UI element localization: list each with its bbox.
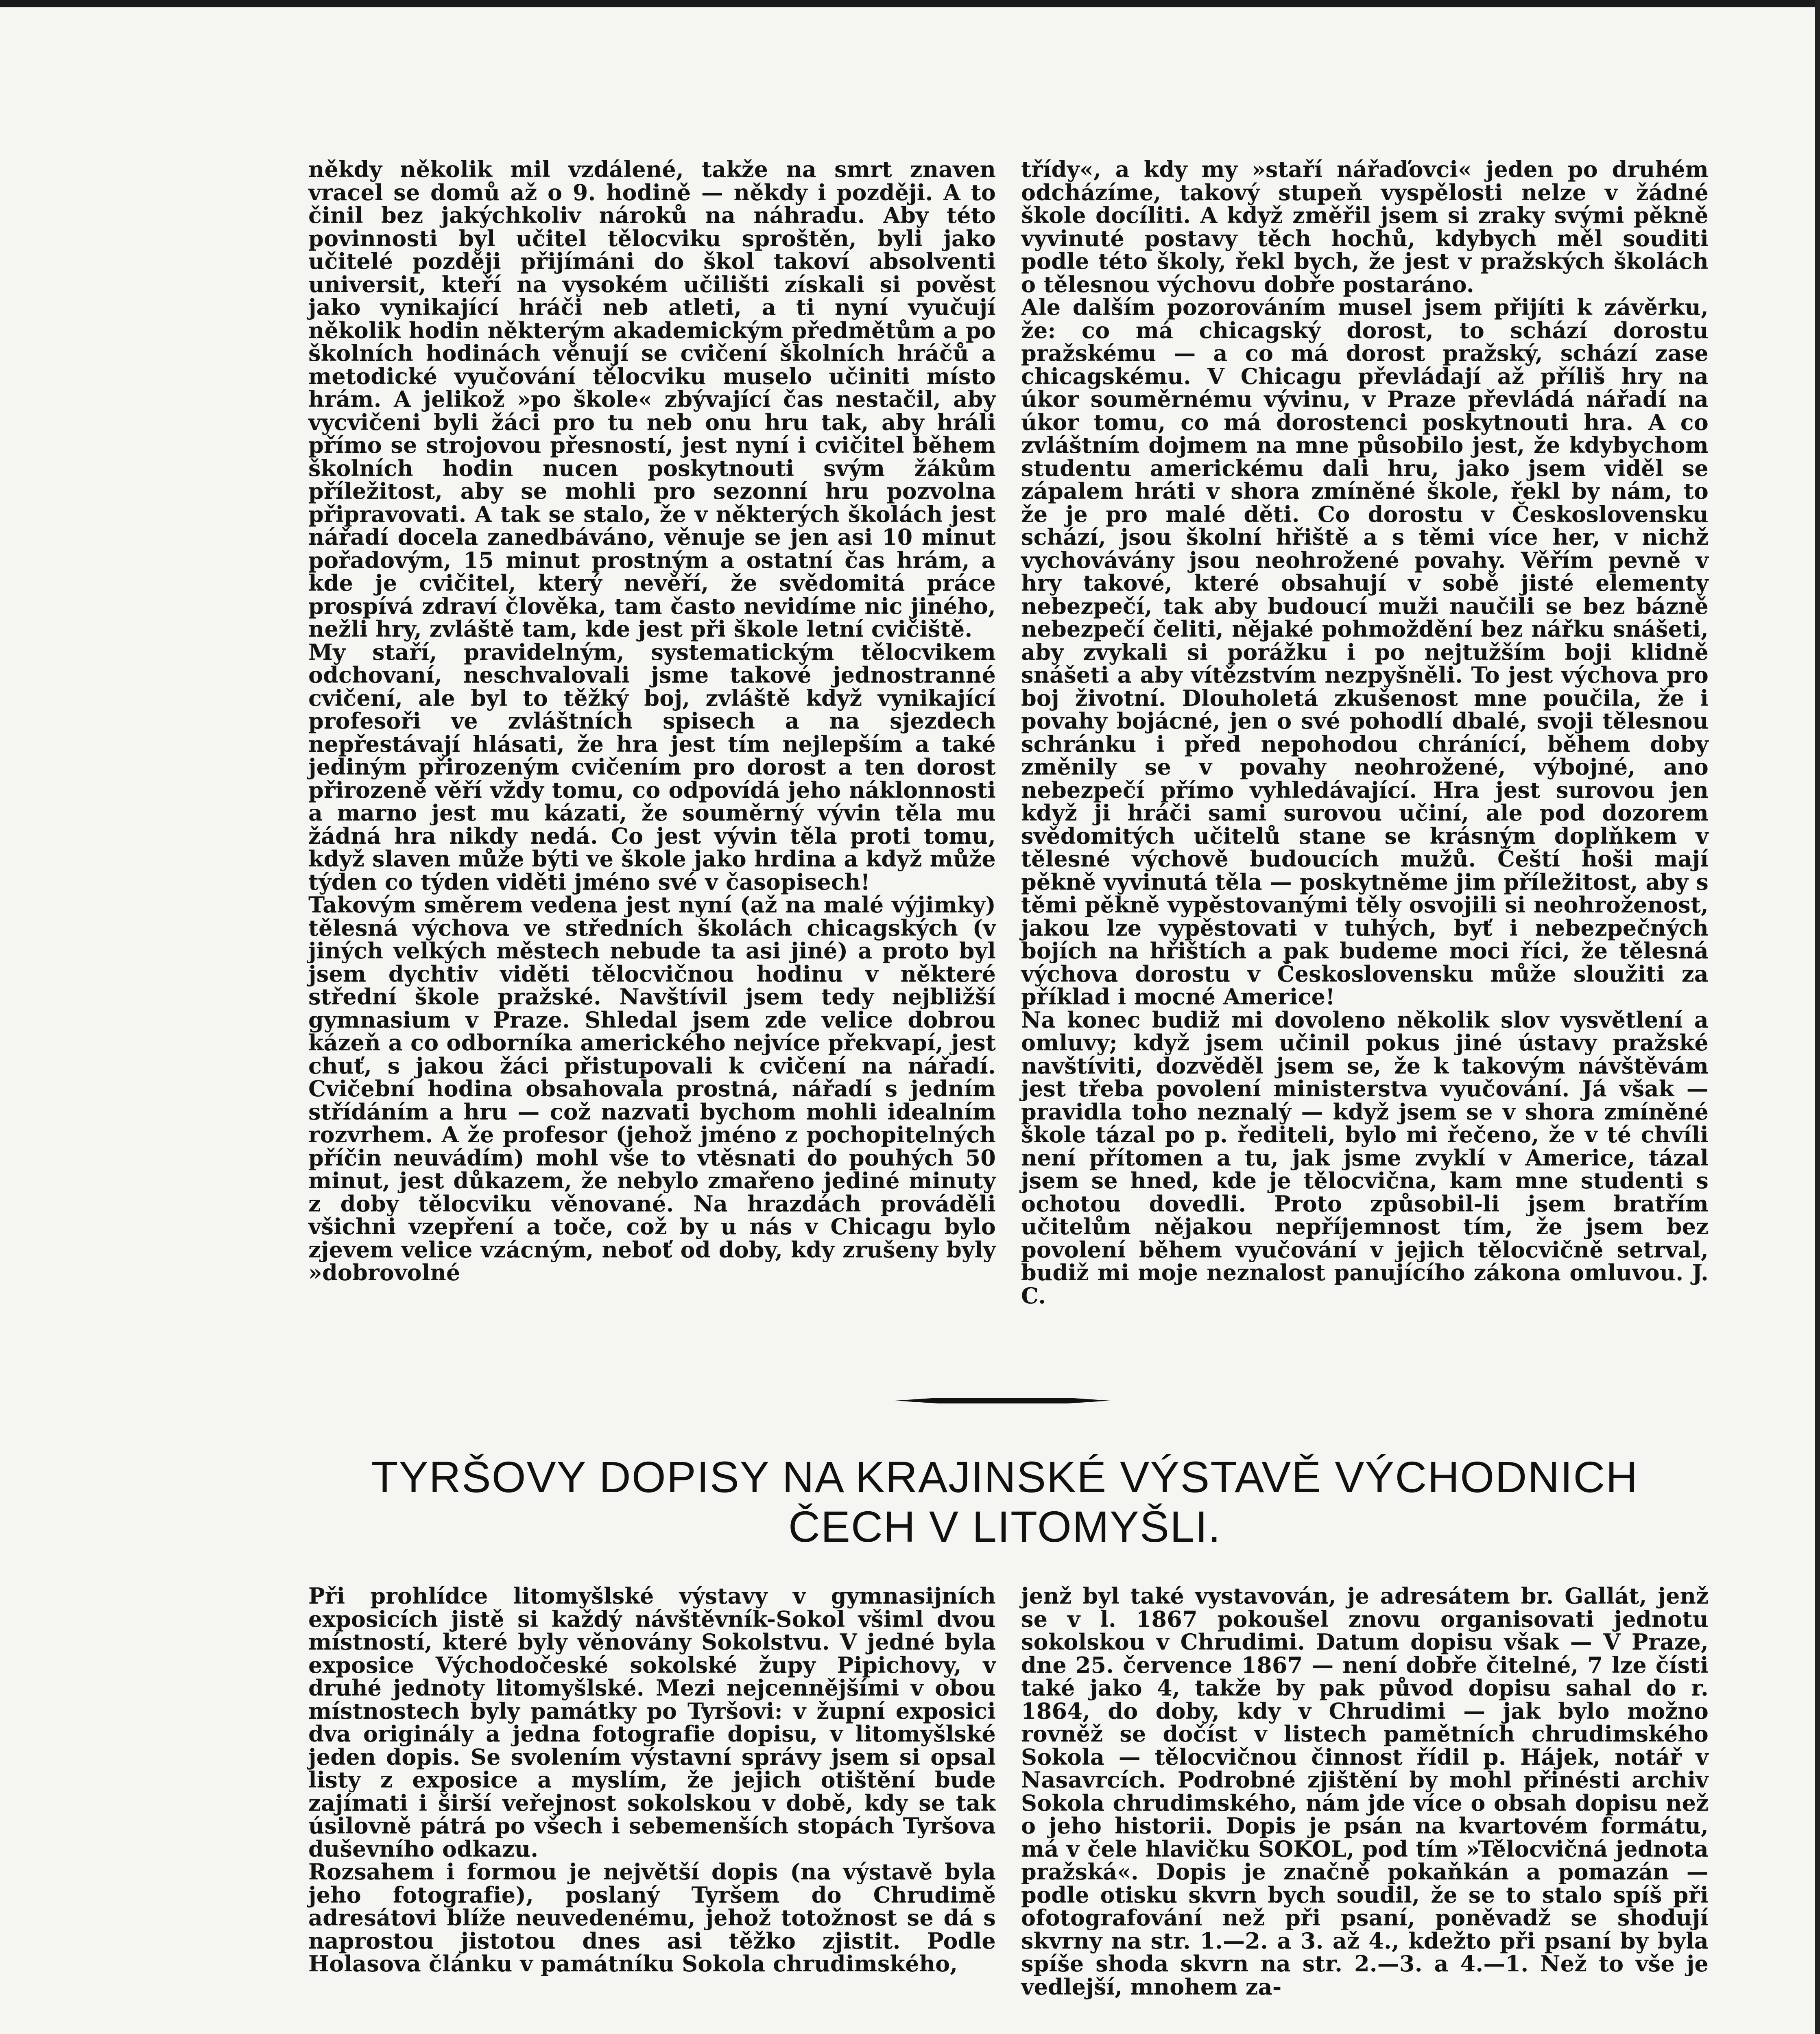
section-divider: [895, 1398, 1111, 1403]
scan-border-right: [1815, 0, 1820, 2034]
scan-border-top: [0, 0, 1820, 7]
text-column-right-top: [1021, 158, 1709, 1362]
text-column-right-bottom: [1021, 1584, 1709, 2034]
paragraph-block: někdy několik mil vzdálené, takže na smrt znaven vracel se domů až o 9. hodině — někdy i později. A to činil bez jakýchkoliv nároků na náhradu. Aby této povinnosti byl učitel tělocviku sproštěn, byli jako učitelé později přijímáni do škol takoví absolventi universit, kteří na vysokém učilišti získali si pověst jako vynikající hráči neb atleti, a ti nyní vyučují několik hodin některým akademickým předmětům a po školních hodinách věnují se cvičení školních hráčů a metodické vyučování tělocviku muselo učiniti místo hrám. A jelikož »po škole« zbývající čas nestačil, aby vycvičeni byli žáci pro tu neb onu hru tak, aby hráli přímo se strojovou přesností, jest nyní i cvičitel během školních hodin nucen poskytnouti svým žákům příležitost, aby se mohli pro sezonní hru pozvolna připravovati. A tak se stalo, že v některých školách jest nářadí docela zanedbáváno, věnuje se jen asi 10 minut pořadovým, 15 minut prostným a ostatní čas hrám, a kde je cvičitel, který nevěří, že svědomitá práce prospívá zdraví člověka, tam často nevidíme nic jiného, nežli hry, zvláště tam, kde jest při škole letní cvičiště. My staří, pravidelným, systematickým tělocvikem odchovaní, neschvalovali jsme takové jednostranné cvičení, ale byl to těžký boj, zvláště když vynikající profesoři ve zvláštních spisech a na sjezdech nepřestávají hlásati, že hra jest tím nejlepším a také jediným přirozeným cvičením pro dorost a ten dorost přirozeně věří vždy tomu, co odpovídá jeho náklonnosti a marno jest mu kázati, že souměrný vývin těla mu žádná hra nikdy nedá. Co jest vývin těla proti tomu, když slaven může býti ve škole jako hrdina a když může týden co týden viděti jméno své v časopisech! Takovým směrem vedena jest nyní (až na malé výjimky) tělesná výchova ve středních školách chicagských (v jiných velkých městech nebude ta asi jiné) a proto byl jsem dychtiv viděti tělocvičnou hodinu v některé střední škole pražské. Navštívil jsem tedy nejbližší gymnasium v Praze. Shledal jsem zde velice dobrou kázeň a co odborníka amerického nejvíce překvapí, jest chuť, s jakou žáci přistupovali k cvičení na nářadí. Cvičební hodina obsahovala prostná, nářadí s jedním střídáním a hru — což nazvati bychom mohli idealním rozvrhem. A že profesor (jehož jméno z pochopitelných příčin neuvádím) mohl vše to vtěsnati do pouhých 50 minut, jest důkazem, že nebylo zmařeno jediné minuty z doby tělocviku věnované. Na hrazdách prováděli všichni vzepření a toče, což by u nás v Chicagu bylo zjevem velice vzácným, neboť od doby, kdy zrušeny byly »dobrovolné: [308, 156, 996, 1285]
paragraph-block: třídy«, a kdy my »staří nářaďovci« jeden po druhém odcházíme, takový stupeň vyspělosti nelze v žádné škole docíliti. A když změřil jsem si zraky svými pěkně vyvinuté postavy těch hochů, kdybych měl souditi podle této školy, řekl bych, že jest v pražských školách o tělesnou výchovu dobře postaráno. Ale dalším pozorováním musel jsem přijíti k závěrku, že: co má chicagský dorost, to schází dorostu pražskému — a co má dorost pražský, schází zase chicagskému. V Chicagu převládají až příliš hry na úkor souměrnému vývinu, v Praze převládá nářadí na úkor tomu, co má dorostenci poskytnouti hra. A co zvláštním dojmem na mne působilo jest, že kdybychom studentu americkému dali hru, jako jsem viděl se zápalem hráti v shora zmíněné škole, řekl by nám, to že je pro malé děti. Co dorostu v Československu schází, jsou školní hřiště a s těmi více her, v nichž vychovávány jsou neohrožené povahy. Věřím pevně v hry takové, které obsahují v sobě jisté elementy nebezpečí, tak aby budoucí muži naučili se bez bázně nebezpečí čeliti, nějaké pohmoždění bez nářku snášeti, aby zvykali si porážku i po nejtužším boji klidně snášeti a aby vítězstvím nezpyšněli. To jest výchova pro boj životní. Dlouholetá zkušenost mne poučila, že i povahy bojácné, jen o své pohodlí dbalé, svoji tělesnou schránku i před nepohodou chránící, během doby změnily se v povahy neohrožené, výbojné, ano nebezpečí přímo vyhledávající. Hra jest surovou jen když ji hráči sami surovou učiní, ale pod dozorem svědomitých učitelů stane se krásným doplňkem v tělesné výchově budoucích mužů. Čeští hoši mají pěkně vyvinutá těla — poskytněme jim příležitost, aby s těmi pěkně vypěstovanými těly osvojili si neohroženost, jakou lze vypěstovati v tuhých, byť i nebezpečných bojích na hřištích a pak budeme moci říci, že tělesná výchova dorostu v Československu může sloužiti za příklad i mocné Americe! Na konec budiž mi dovoleno několik slov vysvětlení a omluvy; když jsem učinil pokus jiné ústavy pražské navštíviti, dozvěděl jsem se, že k takovým návštěvám jest třeba povolení ministerstva vyučování. Já však — pravidla toho neznalý — když jsem se v shora zmíněné škole tázal po p. řediteli, bylo mi řečeno, že v té chvíli není přítomen a tu, jak jsme zvyklí v Americe, tázal jsem se hned, kde je tělocvična, kam mne studenti s ochotou dovedli. Proto způsobil-li jsem bratřím učitelům nějakou nepříjemnost tím, že jsem bez povolení během vyučování v jejich tělocvičně setrval, budiž mi moje neznalost panujícího zákona omluvou. J. C.: [1021, 156, 1709, 1309]
article-title: [334, 1452, 1676, 1552]
text-column-left-bottom: [308, 1584, 996, 2034]
paragraph-block: jenž byl také vystavován, je adresátem br. Gallát, jenž se v l. 1867 pokoušel znovu organisovati jednotu sokolskou v Chrudimi. Datum dopisu však — V Praze, dne 25. července 1867 — není dobře čitelné, 7 lze čísti také jako 4, takže by pak původ dopisu sahal do r. 1864, do doby, kdy v Chrudimi — jak bylo možno rovněž se dočíst v listech pamětních chrudimského Sokola — tělocvičnou činnost řídil p. Hájek, notář v Nasavrcích. Podrobné zjištění by mohl přinésti archiv Sokola chrudimského, nám jde více o obsah dopisu než o jeho historii. Dopis je psán na kvartovém formátu, má v čele hlavičku SOKOL, pod tím »Tělocvičná jednota pražská«. Dopis je značně pokaňkán a pomazán — podle otisku skvrn bych soudil, že se to stalo spíš při ofotografování než při psaní, poněvadž se shodují skvrny na str. 1.—2. a 3. až 4., kdežto při psaní by byla spíše shoda skvrn na str. 2.—3. a 4.—1. Než to vše je vedlejší, mnohem za-: [1021, 1583, 1709, 2000]
article-title-line-1: TYRŠOVY DOPISY NA KRAJINSKÉ VÝSTAVĚ VÝCHODNICH: [371, 1452, 1639, 1501]
text-column-left-top: [308, 158, 996, 1362]
paragraph-block: Při prohlídce litomyšlské výstavy v gymnasijních exposicích jistě si každý návštěvník-Sokol všiml dvou místností, které byly věnovány Sokolstvu. V jedné byla exposice Východočeské sokolské župy Pipichovy, v druhé jednoty litomyšlské. Mezi nejcennějšími v obou místnostech byly památky po Tyršovi: v župní exposici dva originály a jedna fotografie dopisu, v litomyšlské jeden dopis. Se svolením výstavní správy jsem si opsal listy z exposice a myslím, že jejich otištění bude zajímati i širší veřejnost sokolskou v době, kdy se tak úsilovně pátrá po všech i sebemenších stopách Tyršova duševního odkazu. Rozsahem i formou je největší dopis (na výstavě byla jeho fotografie), poslaný Tyršem do Chrudimě adresátovi blíže neuvedenému, jehož totožnost se dá s naprostou jistotou dnes asi těžko zjistit. Podle Holasova článku v památníku Sokola chrudimského,: [308, 1583, 996, 1977]
article-title-line-2: ČECH V LITOMYŠLI.: [788, 1502, 1222, 1551]
